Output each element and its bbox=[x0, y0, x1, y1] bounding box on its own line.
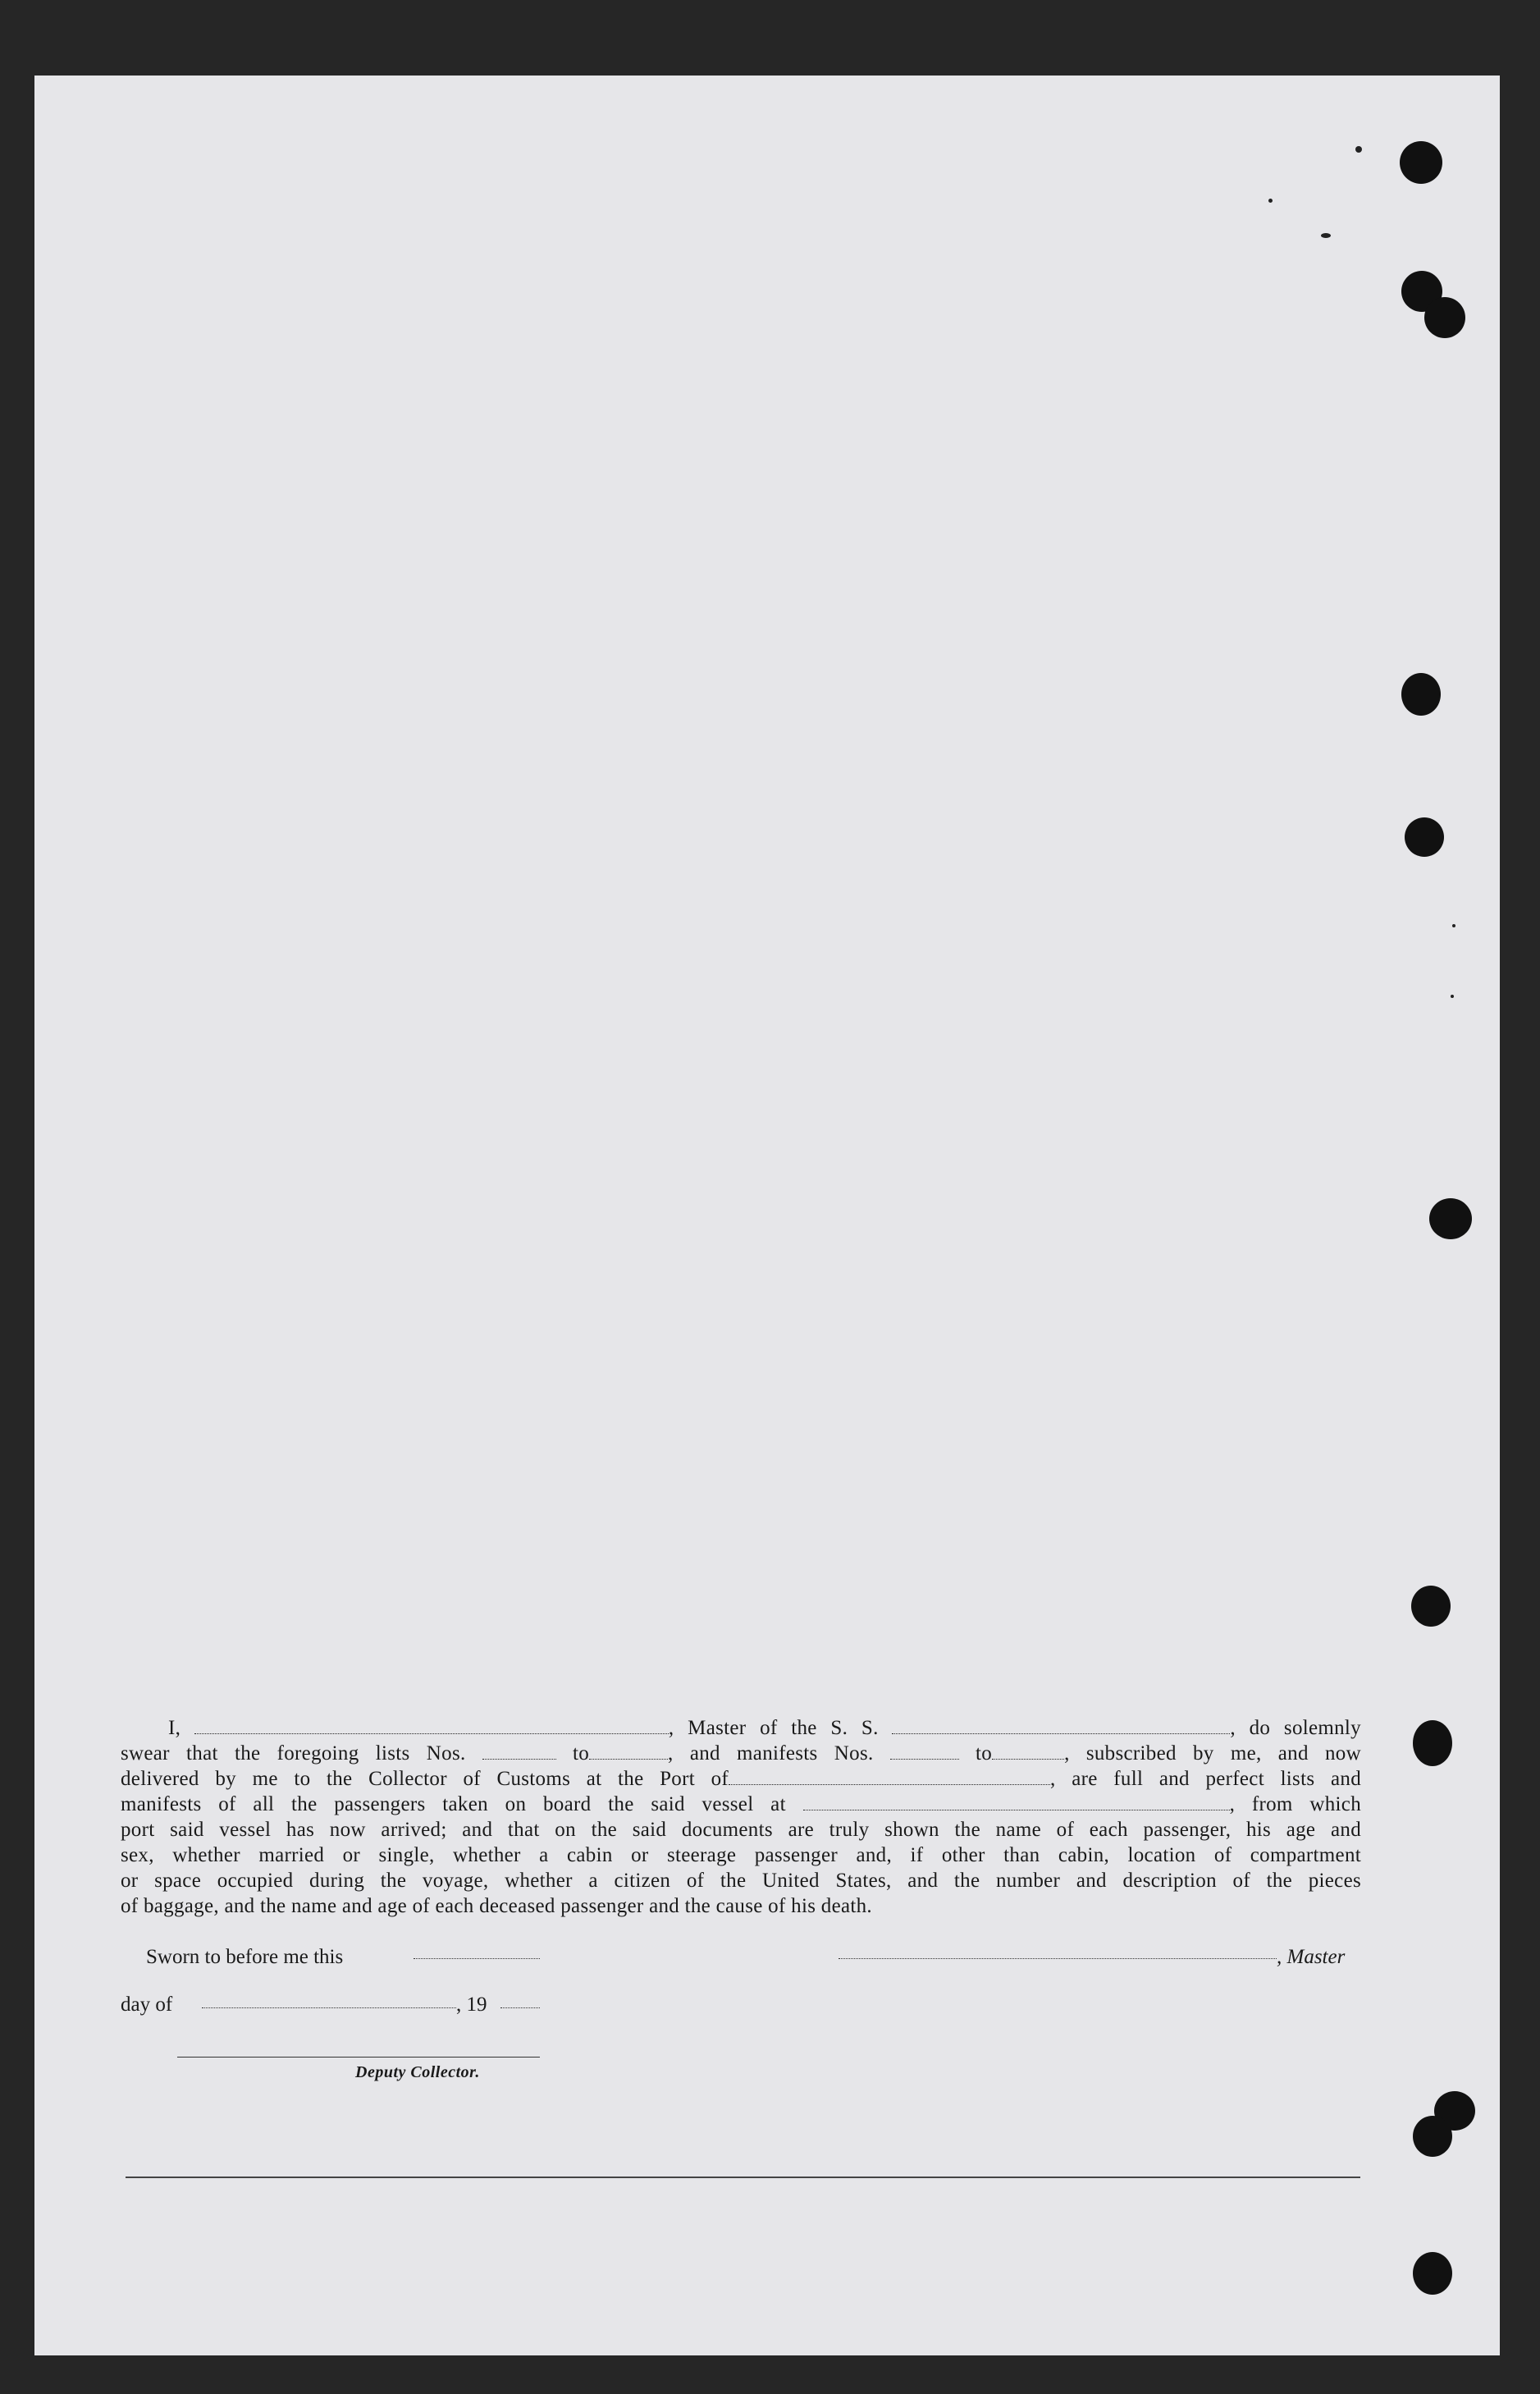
oath-text: delivered by me to the Collector of Customs at the Port of bbox=[121, 1768, 729, 1790]
day-row bbox=[121, 1993, 172, 2017]
port-field[interactable] bbox=[729, 1768, 1050, 1785]
lists-to-field[interactable] bbox=[589, 1742, 668, 1760]
day-label: day of bbox=[121, 1993, 173, 2016]
punch-hole bbox=[1413, 2252, 1452, 2295]
oath-line-1 bbox=[121, 1715, 1361, 1741]
punch-hole bbox=[1424, 297, 1465, 338]
manifests-from-field[interactable] bbox=[890, 1742, 959, 1760]
year-label: , 19 bbox=[456, 1993, 487, 2016]
punch-hole bbox=[1405, 817, 1444, 857]
deputy-collector-label: Deputy Collector. bbox=[355, 2063, 480, 2081]
speck bbox=[1268, 199, 1273, 203]
deputy-signature-field[interactable] bbox=[177, 2057, 540, 2058]
oath-line-2 bbox=[121, 1741, 1361, 1766]
oath-text: , are full and perfect lists and bbox=[1050, 1768, 1361, 1790]
sworn-row bbox=[146, 1945, 343, 1970]
year-row bbox=[456, 1993, 487, 2017]
oath-text: to bbox=[976, 1742, 993, 1765]
master-label: , Master bbox=[1277, 1946, 1346, 1968]
oath-line-4 bbox=[121, 1792, 1361, 1817]
year-field[interactable] bbox=[500, 2007, 540, 2008]
punch-hole bbox=[1429, 1198, 1472, 1239]
oath-line-3 bbox=[121, 1766, 1361, 1792]
document-page bbox=[34, 76, 1500, 2355]
oath-text: to bbox=[573, 1742, 590, 1765]
sworn-label: Sworn to before me this bbox=[146, 1946, 344, 1968]
departure-port-field[interactable] bbox=[803, 1793, 1230, 1810]
oath-text: , from which bbox=[1229, 1793, 1361, 1815]
oath-line-8: of baggage, and the name and age of each deceased passenger and the cause of his death. bbox=[121, 1895, 872, 1917]
master-name-field[interactable] bbox=[194, 1717, 669, 1734]
master-signature-field[interactable] bbox=[839, 1958, 1277, 1959]
punch-hole bbox=[1400, 141, 1442, 184]
punch-hole bbox=[1411, 1586, 1451, 1627]
oath-line-5: port said vessel has now arrived; and that on the said documents are truly shown the name of each passenger, his age and bbox=[121, 1819, 1361, 1841]
oath-text: , Master of the S. S. bbox=[668, 1717, 879, 1739]
speck bbox=[1452, 924, 1455, 927]
bottom-divider bbox=[126, 2177, 1360, 2178]
punch-hole bbox=[1413, 1720, 1452, 1766]
lists-from-field[interactable] bbox=[482, 1742, 556, 1760]
oath-text: I, bbox=[168, 1717, 181, 1739]
oath-line-6: sex, whether married or single, whether a cabin or steerage passenger and, if other than cabin, location of compartment bbox=[121, 1844, 1361, 1866]
master-row bbox=[1277, 1945, 1345, 1970]
oath-text: , and manifests Nos. bbox=[668, 1742, 874, 1765]
speck bbox=[1355, 146, 1362, 153]
ship-name-field[interactable] bbox=[892, 1717, 1230, 1734]
manifests-to-field[interactable] bbox=[992, 1742, 1064, 1760]
oath-text: swear that the foregoing lists Nos. bbox=[121, 1742, 466, 1765]
punch-hole bbox=[1401, 673, 1441, 716]
oath-paragraph bbox=[121, 1715, 1361, 1919]
speck bbox=[1321, 233, 1331, 238]
oath-text: , do solemnly bbox=[1230, 1717, 1361, 1739]
speck bbox=[1451, 995, 1454, 998]
punch-hole bbox=[1413, 2116, 1452, 2157]
oath-text: , subscribed by me, and now bbox=[1064, 1742, 1361, 1765]
day-month-field[interactable] bbox=[202, 2007, 456, 2008]
oath-text: manifests of all the passengers taken on board the said vessel at bbox=[121, 1793, 786, 1815]
sworn-date-field[interactable] bbox=[414, 1958, 540, 1959]
oath-line-7: or space occupied during the voyage, whether a citizen of the United States, and the number and description of the pieces bbox=[121, 1870, 1361, 1892]
